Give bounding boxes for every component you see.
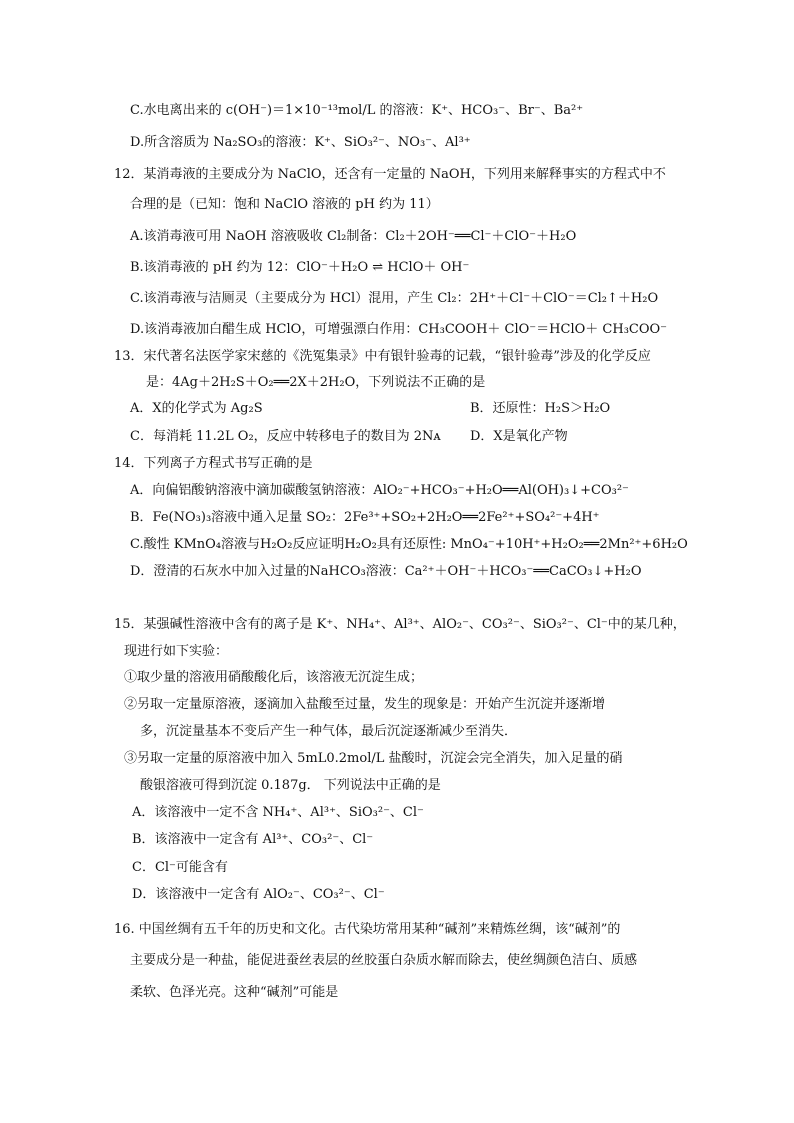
q13-option-d: D．X是氧化产物	[470, 429, 568, 444]
q12-option-c: C.该消毒液与洁厕灵（主要成分为 HCl）混用，产生 Cl₂：2H⁺＋Cl⁻＋ClO⁻＝Cl₂↑＋H₂O	[130, 291, 659, 306]
q15-stem-line-2: 现进行如下实验：	[124, 644, 229, 659]
q13-stem-line-1: 13．宋代著名法医学家宋慈的《洗冤集录》中有银针验毒的记载，“银针验毒”涉及的化学反应	[114, 349, 651, 364]
q14-option-c: C.酸性 KMnO₄溶液与H₂O₂反应证明H₂O₂具有还原性: MnO₄⁻+10H⁺+H₂O₂══2Mn²⁺+6H₂O	[130, 537, 688, 552]
q13-option-a: A．X的化学式为 Ag₂S	[130, 401, 263, 416]
q14-option-a: A．向偏铝酸钠溶液中滴加碳酸氢钠溶液：AlO₂⁻+HCO₃⁻+H₂O══Al(OH)₃↓+CO₃²⁻	[130, 483, 629, 498]
q12-stem-line-1: 12．某消毒液的主要成分为 NaClO，还含有一定量的 NaOH，下列用来解释事实的方程式中不	[114, 167, 666, 182]
q11-option-d: D.所含溶质为 Na₂SO₃的溶液：K⁺、SiO₃²⁻、NO₃⁻、Al³⁺	[130, 135, 471, 150]
q13-option-b: B．还原性：H₂S＞H₂O	[470, 401, 611, 416]
q13-stem-line-2: 是：4Ag＋2H₂S＋O₂══2X＋2H₂O，下列说法不正确的是	[146, 375, 486, 390]
q11-option-c: C.水电离出来的 c(OH⁻)＝1×10⁻¹³mol/L 的溶液：K⁺、HCO₃⁻、Br⁻、Ba²⁺	[130, 103, 584, 118]
q15-option-b: B．该溶液中一定含有 Al³⁺、CO₃²⁻、Cl⁻	[132, 832, 374, 847]
q15-stem-line-1: 15．某强碱性溶液中含有的离子是 K⁺、NH₄⁺、Al³⁺、AlO₂⁻、CO₃²⁻、SiO₃²⁻、Cl⁻中的某几种，	[114, 617, 686, 632]
q12-option-d: D.该消毒液加白醋生成 HClO，可增强漂白作用：CH₃COOH＋ ClO⁻＝HClO＋ CH₃COO⁻	[130, 322, 668, 337]
q14-option-d: D．澄清的石灰水中加入过量的NaHCO₃溶液：Ca²⁺＋OH⁻＋HCO₃⁻══CaCO₃↓+H₂O	[130, 564, 642, 579]
q15-step-1: ①取少量的溶液用硝酸酸化后，该溶液无沉淀生成；	[124, 670, 424, 685]
q14-stem: 14．下列离子方程式书写正确的是	[114, 456, 313, 471]
q12-stem-line-2: 合理的是（已知：饱和 NaClO 溶液的 pH 约为 11）	[130, 197, 439, 212]
q15-option-c: C．Cl⁻可能含有	[132, 860, 228, 875]
q14-option-b: B．Fe(NO₃)₃溶液中通入足量 SO₂：2Fe³⁺+SO₂+2H₂O══2Fe²⁺+SO₄²⁻+4H⁺	[130, 510, 600, 525]
q15-option-d: D．该溶液中一定含有 AlO₂⁻、CO₃²⁻、Cl⁻	[132, 887, 385, 902]
q13-option-c: C．每消耗 11.2L O₂，反应中转移电子的数目为 2Nᴀ	[130, 429, 441, 444]
q15-step-3-line-1: ③另取一定量的原溶液中加入 5mL0.2mol/L 盐酸时，沉淀会完全消失，加入足量的硝	[124, 751, 623, 766]
q15-step-2-line-2: 多，沉淀量基本不变后产生一种气体，最后沉淀逐渐减少至消失．	[140, 724, 518, 739]
q16-stem-line-3: 柔软、色泽光亮。这种“碱剂”可能是	[130, 985, 339, 1000]
q15-step-2-line-1: ②另取一定量原溶液，逐滴加入盐酸至过量，发生的现象是：开始产生沉淀并逐渐增	[124, 697, 606, 712]
q16-stem-line-1: 16. 中国丝绸有五千年的历史和文化。古代染坊常用某种“碱剂”来精炼丝绸，该“碱剂”的	[114, 922, 621, 937]
q15-step-3-line-2: 酸银溶液可得到沉淀 0.187g． 下列说法中正确的是	[140, 778, 441, 793]
q12-option-b: B.该消毒液的 pH 约为 12：ClO⁻＋H₂O ⇌ HClO＋ OH⁻	[130, 260, 470, 275]
q15-option-a: A．该溶液中一定不含 NH₄⁺、Al³⁺、SiO₃²⁻、Cl⁻	[132, 805, 424, 820]
q12-option-a: A.该消毒液可用 NaOH 溶液吸收 Cl₂制备：Cl₂＋2OH⁻══Cl⁻＋ClO⁻＋H₂O	[130, 229, 577, 244]
q16-stem-line-2: 主要成分是一种盐，能促进蚕丝表层的丝胶蛋白杂质水解而除去，使丝绸颜色洁白、质感	[130, 953, 638, 968]
